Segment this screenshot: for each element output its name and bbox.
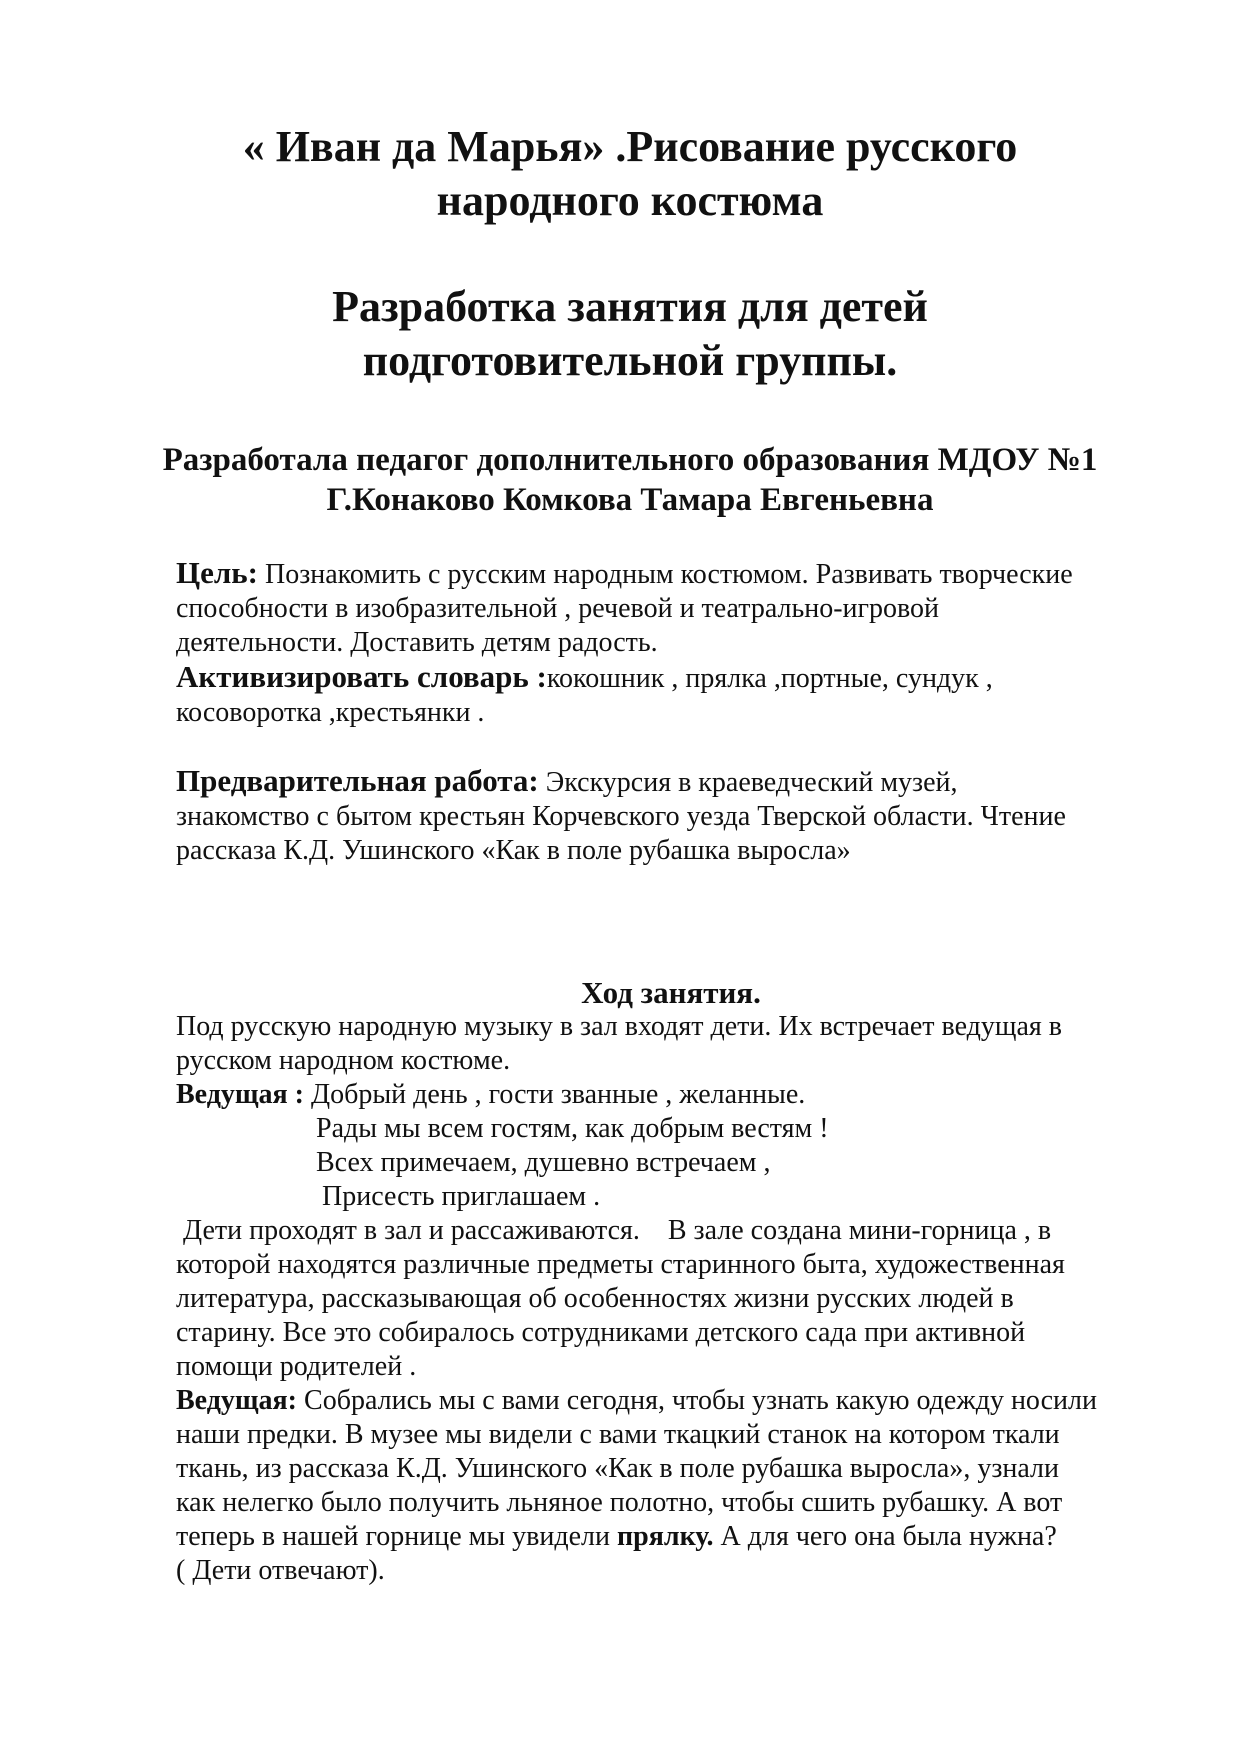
goal-text-2: способности в изобразительной , речевой и театрально-игровой [176,593,940,624]
vocab-label: Активизировать словарь : [176,659,547,694]
host-label: Ведущая : [176,1079,305,1110]
prework-label: Предварительная работа: [176,763,539,798]
goal-text-1: Познакомить с русским народным костюмом. Развивать творческие [257,559,1073,590]
prework-text-3: рассказа К.Д. Ушинского «Как в поле рубашка выросла» [176,835,851,866]
paragraph-2-line-1: Собрались мы с вами сегодня, чтобы узнать какую одежду носили [297,1385,1097,1416]
author-block [130,440,1130,520]
greeting-line-4: Присесть приглашаем . [322,1181,601,1212]
spinning-wheel-term: прялку. [617,1521,714,1552]
paragraph-2-line-5c: А для чего она была нужна? [713,1521,1057,1552]
greeting-line-2: Рады мы всем гостям, как добрым вестям ! [316,1113,829,1144]
document-title [130,120,1130,228]
subtitle-line-1: Разработка занятия для детей [332,282,928,331]
document-subtitle [130,280,1130,388]
goal-section [176,556,1166,730]
title-line-1: « Иван да Марья» .Рисование русского [242,122,1018,171]
paragraph-1-line-4: старину. Все это собиралось сотрудниками детского сада при активной [176,1317,1026,1348]
author-line-2: Г.Конаково Комкова Тамара Евгеньевна [326,482,934,518]
author-line-1: Разработала педагог дополнительного образования МДОУ №1 [162,442,1098,478]
title-line-2: народного костюма [436,176,824,225]
paragraph-2-line-3: ткань, из рассказа К.Д. Ушинского «Как в поле рубашка выросла», узнали [176,1453,1059,1484]
greeting-line-1: Добрый день , гости званные , желанные. [304,1079,806,1110]
greeting-line-3: Всех примечаем, душевно встречаем , [316,1147,771,1178]
paragraph-2-line-5a: теперь в нашей горнице мы увидели [176,1521,617,1552]
goal-text-3: деятельности. Доставить детям радость. [176,627,658,658]
prework-text-2: знакомство с бытом крестьян Корчевского уезда Тверской области. Чтение [176,801,1066,832]
goal-label: Цель: [176,555,258,590]
paragraph-2-line-6: ( Дети отвечают). [176,1555,385,1586]
paragraph-1-line-2: которой находятся различные предметы старинного быта, художественная [176,1249,1065,1280]
vocab-text-2: косоворотка ,крестьянки . [176,697,485,728]
prework-text-1: Экскурсия в краеведческий музей, [538,767,958,798]
paragraph-1-line-5: помощи родителей . [176,1351,417,1382]
vocab-text-1: кокошник , прялка ,портные, сундук , [546,663,993,694]
paragraph-1-line-3: литература, рассказывающая об особенностях жизни русских людей в [176,1283,1014,1314]
subtitle-line-2: подготовительной группы. [362,336,898,385]
lesson-heading: Ход занятия. [581,975,761,1010]
prework-section [176,764,1166,868]
lesson-section [176,976,1166,1588]
paragraph-2-line-4: как нелегко было получить льняное полотно, чтобы сшить рубашку. А вот [176,1487,1063,1518]
lesson-intro-1: Под русскую народную музыку в зал входят дети. Их встречает ведущая в [176,1011,1062,1042]
paragraph-1-line-1: Дети проходят в зал и рассаживаются. В зале создана мини-горница , в [176,1215,1052,1246]
lesson-intro-2: русском народном костюме. [176,1045,511,1076]
host-label-2: Ведущая: [176,1385,298,1416]
paragraph-2-line-2: наши предки. В музее мы видели с вами ткацкий станок на котором ткали [176,1419,1060,1450]
